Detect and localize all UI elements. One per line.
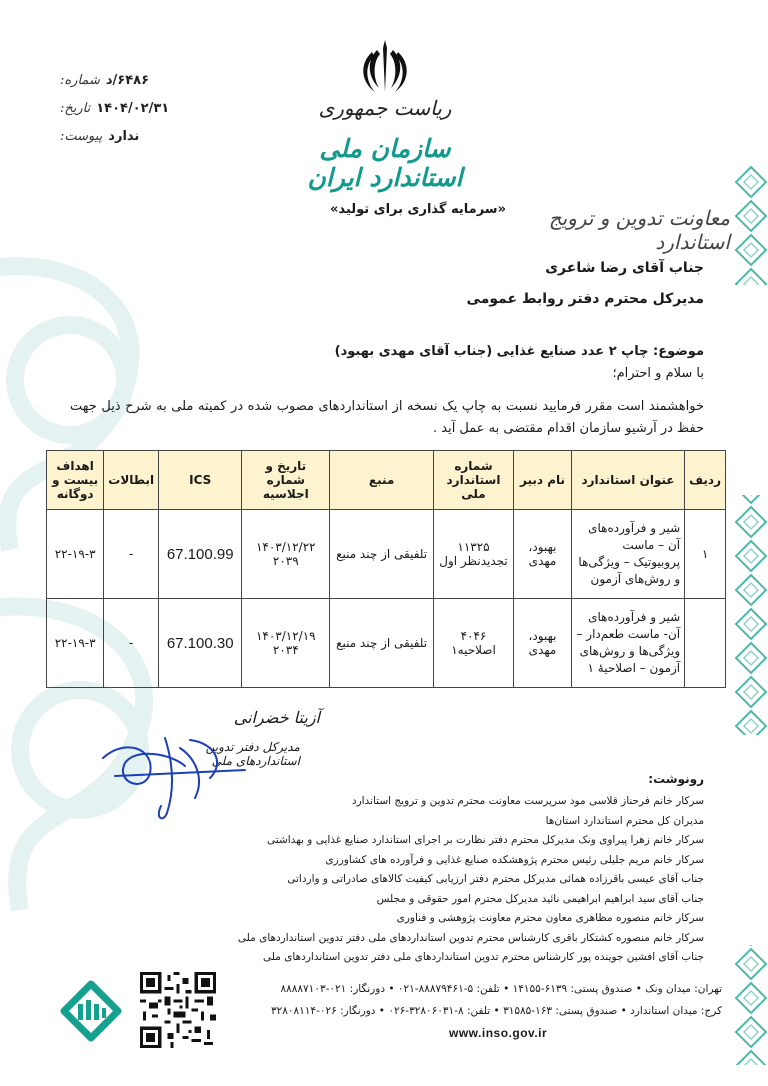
letter-body: خواهشمند است مقرر فرمایید نسبت به چاپ یک نسخه از استانداردهای مصوب شده در کمیته ملی به شرح ذیل جهت حفظ در آرشیو سازمان اقدام مقتضی به عمل آید . xyxy=(70,399,704,436)
letter-subject: موضوع: چاپ ۲ عدد صنایع غذایی (جناب آقای مهدی بهبود) xyxy=(334,344,704,359)
meta-date-row xyxy=(60,94,170,122)
attachment-value: ندارد xyxy=(108,128,140,144)
cell-title: شیر و فرآورده‌های آن – ماست پروبیوتیک – ویژگی‌ها و روش‌های آزمون xyxy=(571,510,684,599)
footer-tehran: تهران: میدان ونک • صندوق پستی: ۶۱۳۹-۱۴۱۵۵ • تلفن: ۵-۸۸۸۷۹۴۶۱-۰۲۱ • دورنگار: ۰۲۱-۸۸۸۸۷۱۰۳ xyxy=(280,983,722,995)
cell-goals: ۲۲-۱۹-۳ xyxy=(47,599,104,688)
list-item: جناب آقای افشین جوینده پور کارشناس محترم تدوین استانداردهای ملی دفتر تدوین استانداردهای ملی xyxy=(263,951,704,963)
list-item: جناب آقای عیسی باقرزاده همائی مدیرکل محترم دفتر ارزیابی کیفیت کالاهای صادراتی و وارداتی xyxy=(287,873,704,885)
cell-cancellations: - xyxy=(104,599,159,688)
organization-title: سازمان ملی استاندارد ایران xyxy=(307,134,463,192)
attachment-label: پیوست: xyxy=(60,128,103,144)
date-value: ۱۴۰۴/۰۲/۳۱ xyxy=(96,100,170,116)
cell-session: ۱۴۰۳/۱۲/۲۲ ۲۰۳۹ xyxy=(242,510,330,599)
cc-title: رونوشت: xyxy=(648,772,704,786)
footer-karaj: کرج: میدان استاندارد • صندوق پستی: ۱۶۳-۳۱۵۸۵ • تلفن: ۸-۳۲۸۰۶۰۳۱-۰۲۶ • دورنگار: ۰۲۶-۳۲۸۰۸۱۱۴ xyxy=(270,1005,722,1017)
website-link[interactable]: www.inso.gov.ir xyxy=(449,1026,548,1040)
qr-code-icon xyxy=(140,972,216,1048)
list-item: سرکار خانم منصوره مظاهری معاون محترم معاونت پژوهشی و فناوری xyxy=(396,912,704,924)
cell-goals: ۲۲-۱۹-۳ xyxy=(47,510,104,599)
cell-session: ۱۴۰۳/۱۲/۱۹ ۲۰۳۴ xyxy=(242,599,330,688)
iran-emblem-icon xyxy=(355,36,415,96)
header-source: منبع xyxy=(330,451,434,510)
cell-secretary: بهبود، مهدی xyxy=(514,510,572,599)
cell-ics: 67.100.30 xyxy=(159,599,242,688)
cc-list xyxy=(224,792,704,968)
cell-source: تلفیقی از چند منبع xyxy=(330,599,434,688)
letter-greeting: با سلام و احترام؛ xyxy=(612,366,704,381)
list-item: سرکار خانم زهرا پیراوی ونک مدیرکل محترم دفتر نظارت بر اجرای استاندارد صنایع غذایی و بهداشتی xyxy=(267,834,704,846)
table-header-row xyxy=(47,451,726,510)
slogan: «سرمایه گذاری برای تولید» xyxy=(330,202,506,217)
cell-std-number: ۱۱۳۲۵ تجدیدنظر اول xyxy=(433,510,513,599)
signer-name: آزیتا خضرانی xyxy=(233,708,320,727)
cell-index: ۱ xyxy=(685,510,726,599)
number-value: ۶۴۸۶/د xyxy=(105,72,150,88)
header-session: تاریخ و شماره اجلاسیه xyxy=(242,451,330,510)
header-index: ردیف xyxy=(685,451,726,510)
deputy-title: معاونت تدوین و ترویج استاندارد xyxy=(548,206,730,254)
presidency-title: ریاست جمهوری xyxy=(318,96,452,120)
isiri-logo-icon xyxy=(58,978,124,1044)
cell-secretary: بهبود، مهدی xyxy=(514,599,572,688)
list-item: جناب آقای سید ابراهیم ابراهیمی نائید مدیرکل محترم امور حقوقی و مجلس xyxy=(376,892,704,905)
recipient-name: جناب آقای رضا شاعری xyxy=(545,260,704,276)
footer-addresses xyxy=(252,978,722,1022)
header-secretary: نام دبیر xyxy=(514,451,572,510)
header-cancellations: ابطالات xyxy=(104,451,159,510)
cell-cancellations: - xyxy=(104,510,159,599)
letter-meta xyxy=(60,66,170,150)
header-ics: ICS xyxy=(159,451,242,510)
cell-std-number: ۴۰۴۶ اصلاحیه۱ xyxy=(433,599,513,688)
list-item: مدیران کل محترم استاندارد استان‌ها xyxy=(545,814,704,827)
list-item: سرکار خانم فرحناز قلاسی مود سرپرست معاونت محترم تدوین و ترویج استاندارد xyxy=(351,795,704,807)
recipient-title: مدیرکل محترم دفتر روابط عمومی xyxy=(466,291,704,307)
table-row xyxy=(47,599,726,688)
standards-table xyxy=(46,450,726,688)
cell-index xyxy=(685,599,726,688)
cell-title: شیر و فرآورده‌های آن- ماست طعم‌دار – ویژگی‌ها و روش‌های آزمون – اصلاحیهٔ ۱ xyxy=(571,599,684,688)
header-title: عنوان استاندارد xyxy=(571,451,684,510)
side-border-pattern xyxy=(734,165,768,1065)
date-label: تاریخ: xyxy=(60,100,91,116)
cell-source: تلفیقی از چند منبع xyxy=(330,510,434,599)
table-row xyxy=(47,510,726,599)
signer-title: مدیرکل دفتر تدوین استانداردهای ملی xyxy=(205,740,300,768)
number-label: شماره: xyxy=(60,72,100,88)
header-goals: اهداف بیست و دوگانه xyxy=(47,451,104,510)
header-std-number: شماره استاندارد ملی xyxy=(433,451,513,510)
meta-number-row xyxy=(60,66,170,94)
cell-ics: 67.100.99 xyxy=(159,510,242,599)
meta-attachment-row xyxy=(60,122,170,150)
list-item: سرکار خانم منصوره کشتکار باقری کارشناس محترم تدوین استانداردهای ملی دفتر تدوین استانداردهای ملی xyxy=(237,931,704,944)
list-item: سرکار خانم مریم جلیلی رئیس محترم پژوهشکده صنایع غذایی و فرآورده های کشاورزی xyxy=(325,853,704,866)
